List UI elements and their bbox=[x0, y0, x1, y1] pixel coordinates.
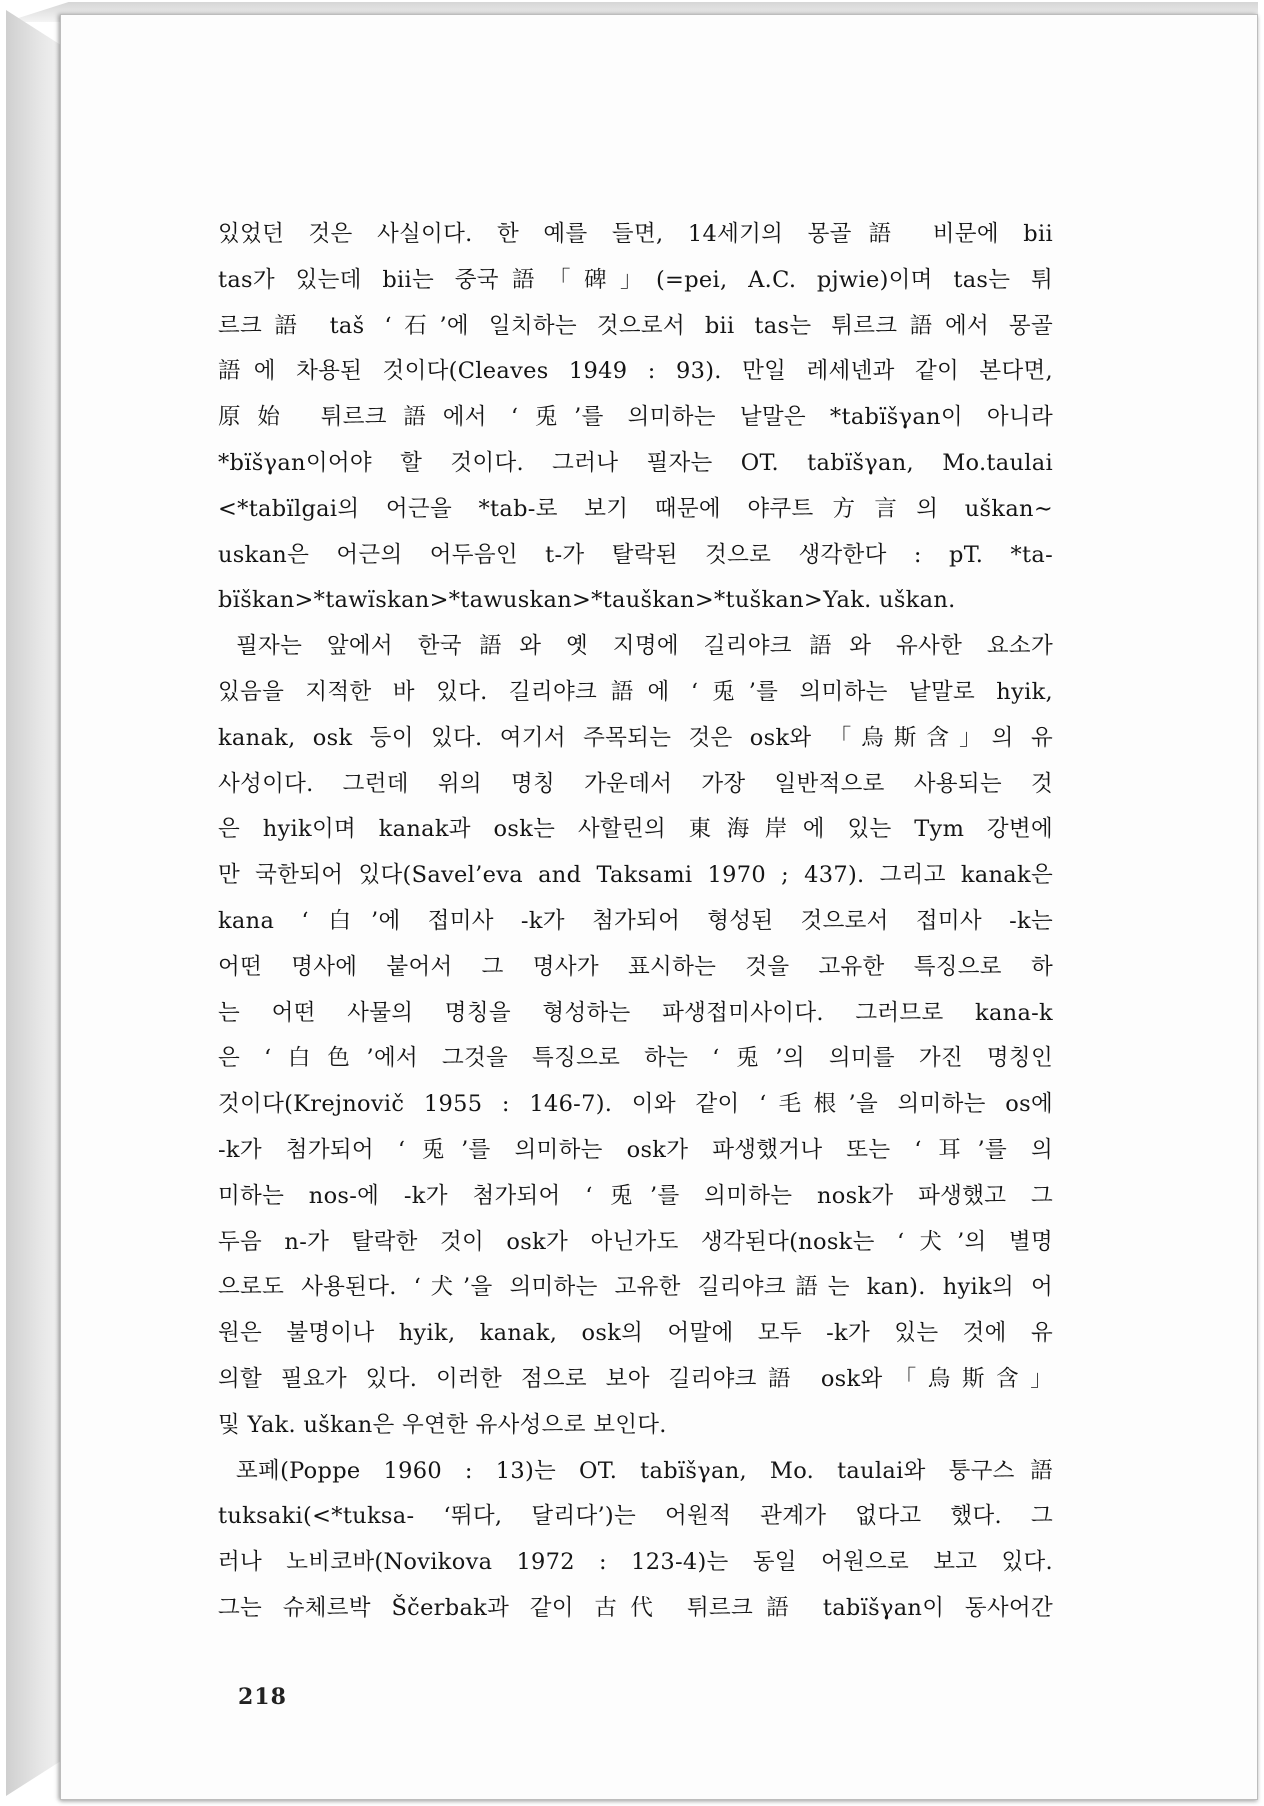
text-line: tuksaki(<*tuksa- ‘뛰다, 달리다’)는 어원적 관계가 없다고 했다. 그 bbox=[218, 1503, 1053, 1530]
text-line: 어떤 명사에 붙어서 그 명사가 표시하는 것을 고유한 특징으로 하 bbox=[218, 953, 1053, 980]
text-line: <*tabïlgai의 어근을 *tab-로 보기 때문에 야쿠트方言의 uškan∼ bbox=[218, 495, 1053, 522]
text-line: 러나 노비코바(Novikova 1972 : 123-4)는 동일 어원으로 보고 있다. bbox=[218, 1549, 1053, 1576]
text-line: 만 국한되어 있다(Savel’eva and Taksami 1970 ; 437). 그리고 kanak은 bbox=[218, 862, 1053, 889]
text-line: 르크語 taš ‘石’에 일치하는 것으로서 bii tas는 튀르크語에서 몽골 bbox=[218, 312, 1053, 339]
text-line: 의할 필요가 있다. 이러한 점으로 보아 길리야크語 osk와「烏斯含」 bbox=[218, 1365, 1053, 1392]
text-line: tas가 있는데 bii는 중국語「碑」(=pei, A.C. pjwie)이며 tas는 튀 bbox=[218, 266, 1053, 293]
text-line: -k가 첨가되어 ‘兎’를 의미하는 osk가 파생했거나 또는 ‘耳’를 의 bbox=[218, 1136, 1053, 1163]
text-line: 은 hyik이며 kanak과 osk는 사할린의 東海岸에 있는 Tym 강변에 bbox=[218, 816, 1053, 843]
text-line: kana ‘白’에 접미사 -k가 첨가되어 형성된 것으로서 접미사 -k는 bbox=[218, 907, 1053, 934]
text-line: 原始 튀르크語에서 ‘兎’를 의미하는 낱말은 *tabïšγan이 아니라 bbox=[218, 404, 1053, 431]
text-line: 그는 슈체르박 Ščerbak과 같이 古代 튀르크語 tabïšγan이 동사어간 bbox=[218, 1594, 1053, 1621]
paragraph-start-line: 포페(Poppe 1960 : 13)는 OT. tabïšγan, Mo. taulai와 퉁구스語 bbox=[236, 1457, 1053, 1484]
text-line: bïškan>*tawïskan>*tawuskan>*tauškan>*tuškan>Yak. uškan. bbox=[218, 587, 956, 614]
text-line: 원은 불명이나 hyik, kanak, osk의 어말에 모두 -k가 있는 것에 유 bbox=[218, 1320, 1053, 1347]
page-text bbox=[218, 212, 1053, 1632]
text-line: 있음을 지적한 바 있다. 길리야크語에 ‘兎’를 의미하는 낱말로 hyik, bbox=[218, 678, 1053, 705]
text-line: 미하는 nos-에 -k가 첨가되어 ‘兎’를 의미하는 nosk가 파생했고 그 bbox=[218, 1182, 1053, 1209]
book-spine-edge bbox=[6, 10, 62, 1796]
text-line: 으로도 사용된다. ‘犬’을 의미하는 고유한 길리야크語는 kan). hyik의 어 bbox=[218, 1274, 1053, 1301]
text-line: uskan은 어근의 어두음인 t-가 탈락된 것으로 생각한다 : pT. *ta- bbox=[218, 541, 1053, 568]
text-line: 있었던 것은 사실이다. 한 예를 들면, 14세기의 몽골語 비문에 bii bbox=[218, 221, 1053, 247]
text-line: 사성이다. 그런데 위의 명칭 가운데서 가장 일반적으로 사용되는 것 bbox=[218, 770, 1053, 797]
text-line: 것이다(Krejnovič 1955 : 146-7). 이와 같이 ‘毛根’을 의미하는 os에 bbox=[218, 1091, 1053, 1118]
text-line: 語에 차용된 것이다(Cleaves 1949 : 93). 만일 레세넨과 같이 본다면, bbox=[218, 358, 1053, 385]
text-line: *bïšγan이어야 할 것이다. 그러나 필자는 OT. tabïšγan, Mo.taulai bbox=[218, 449, 1053, 476]
text-line: 는 어떤 사물의 명칭을 형성하는 파생접미사이다. 그러므로 kana-k bbox=[218, 999, 1053, 1026]
text-line: 두음 n-가 탈락한 것이 osk가 아닌가도 생각된다(nosk는 ‘犬’의 별명 bbox=[218, 1228, 1053, 1255]
text-line: kanak, osk 등이 있다. 여기서 주목되는 것은 osk와 「烏斯含」의 유 bbox=[218, 724, 1053, 751]
paragraph-start-line: 필자는 앞에서 한국語와 옛 지명에 길리야크語와 유사한 요소가 bbox=[236, 633, 1053, 660]
text-line: 및 Yak. uškan은 우연한 유사성으로 보인다. bbox=[218, 1411, 667, 1438]
text-line: 은 ‘白色’에서 그것을 특징으로 하는 ‘兎’의 의미를 가진 명칭인 bbox=[218, 1045, 1053, 1072]
page-number: 218 bbox=[238, 1684, 287, 1710]
